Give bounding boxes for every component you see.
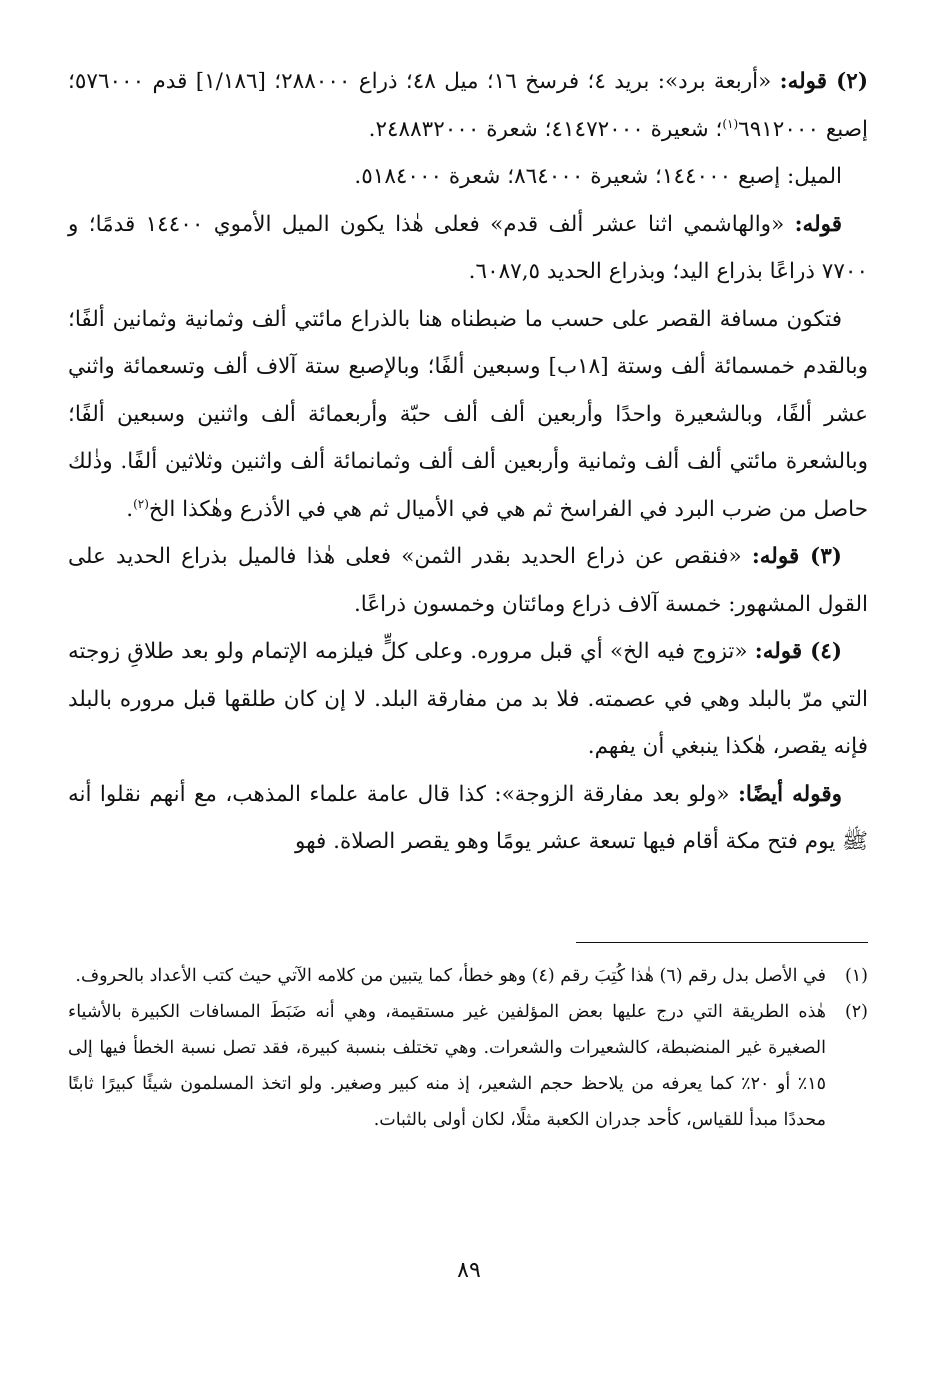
paragraph-text: «أربعة برد»: بريد ٤؛ فرسخ ١٦؛ ميل ٤٨؛ ذراع ٢٨٨٠٠٠؛ [١/١٨٦] قدم ٥٧٦٠٠٠؛ إصبع ٦٩١٢٠٠٠	[68, 69, 868, 142]
footnote-2	[68, 994, 868, 1138]
footnote-text: في الأصل بدل رقم (٦) هٰذا كُتِبَ رقم (٤) وهو خطأ، كما يتبين من كلامه الآتي حيث كتب الأعداد بالحروف.	[75, 966, 826, 986]
paragraph-text: .	[126, 496, 134, 522]
paragraph-text: «تزوج فيه الخ» أي قبل مروره. وعلى كلٍّ فيلزمه الإتمام ولو بعد طلاقِ زوجته التي مرّ بالبلد وهي في عصمته. فلا بد من مفارقة البلد. لا إن كان طلقها قبل مروره بالبلد فإنه يقصر، هٰكذا ينبغي أن يفهم.	[68, 639, 868, 759]
footnote-1	[68, 958, 868, 994]
note-label: قوله:	[794, 211, 843, 237]
note-label: (٤) قوله:	[754, 639, 842, 664]
paragraph-text: الميل: إصبع ١٤٤٠٠٠؛ شعيرة ٨٦٤٠٠٠؛ شعرة ٥١٨٤٠٠٠.	[354, 164, 842, 189]
page-number: ٨٩	[457, 1258, 481, 1283]
note-label: (٢) قوله:	[779, 69, 868, 94]
footnote-text: هٰذه الطريقة التي درج عليها بعض المؤلفين غير مستقيمة، وهي أنه ضَبَطَ المسافات الكبيرة بالأشياء الصغيرة غير المنضبطة، كالشعيرات والشعرات. وهي تختلف بنسبة كبيرة، فقد تصل نسبة الخطأ فيها إلى ١٥٪ أو ٢٠٪ كما يعرفه من يلاحظ حجم الشعير، إذ منه كبير وصغير. ولو اتخذ المسلمون شيئًا كبيرًا ثابتًا محددًا مبدأ للقياس، كأحد جدران الكعبة مثلًا، لكان أولى بالثبات.	[68, 1002, 827, 1130]
main-text	[68, 58, 868, 866]
footnote-number: (١)	[844, 966, 868, 986]
paragraph-text: «والهاشمي اثنا عشر ألف قدم» فعلى هٰذا يكون الميل الأموي ١٤٤٠٠ قدمًا؛ و ٧٧٠٠ ذراعًا بذراع اليد؛ وبذراع الحديد ٦٠٨٧,٥.	[68, 211, 868, 284]
paragraph-1	[68, 58, 868, 153]
paragraph-6	[68, 628, 868, 771]
paragraph-2	[68, 153, 868, 201]
note-label: (٣) قوله:	[751, 544, 842, 569]
paragraph-5	[68, 533, 868, 628]
paragraph-text: «ولو بعد مفارقة الزوجة»: كذا قال عامة علماء المذهب، مع أنهم نقلوا أنه ﷺ يوم فتح مكة أقام فيها تسعة عشر يومًا وهو يقصر الصلاة. فهو	[68, 781, 868, 854]
footnote-number: (٢)	[844, 1002, 868, 1022]
paragraph-3	[68, 201, 868, 296]
paragraph-text: ؛ شعيرة ٤١٤٧٢٠٠٠؛ شعرة ٢٤٨٨٣٢٠٠٠.	[368, 116, 723, 142]
paragraph-text: فتكون مسافة القصر على حسب ما ضبطناه هنا بالذراع مائتي ألف وثمانية وثمانين ألفًا؛ وبالقدم خمسمائة ألف وستة [١٨ب] وسبعين ألفًا؛ وبالإصبع ستة آلاف ألف وتسعمائة واثني عشر ألفًا، وبالشعيرة واحدًا وأربعين ألف ألف حبّة وأربعمائة ألف واثنين وسبعين ألفًا؛ وبالشعرة مائتي ألف ألف وثمانية وأربعين ألف ألف وثمانمائة ألف واثنين وثلاثين ألفًا. وذٰلك حاصل من ضرب البرد في الفراسخ ثم هي في الأميال ثم هي في الأذرع وهٰكذا الخ	[68, 306, 868, 522]
footnote-ref: (٢)	[133, 496, 149, 511]
paragraph-4	[68, 296, 868, 534]
paragraph-text: «فنقص عن ذراع الحديد بقدر الثمن» فعلى هٰذا فالميل بذراع الحديد على القول المشهور: خمسة آلاف ذراع ومائتان وخمسون ذراعًا.	[68, 544, 868, 617]
footnote-ref: (١)	[722, 116, 739, 131]
footnotes	[68, 958, 868, 1138]
paragraph-7	[68, 771, 868, 866]
note-label: وقوله أيضًا:	[738, 781, 842, 807]
footnote-separator	[576, 942, 868, 943]
